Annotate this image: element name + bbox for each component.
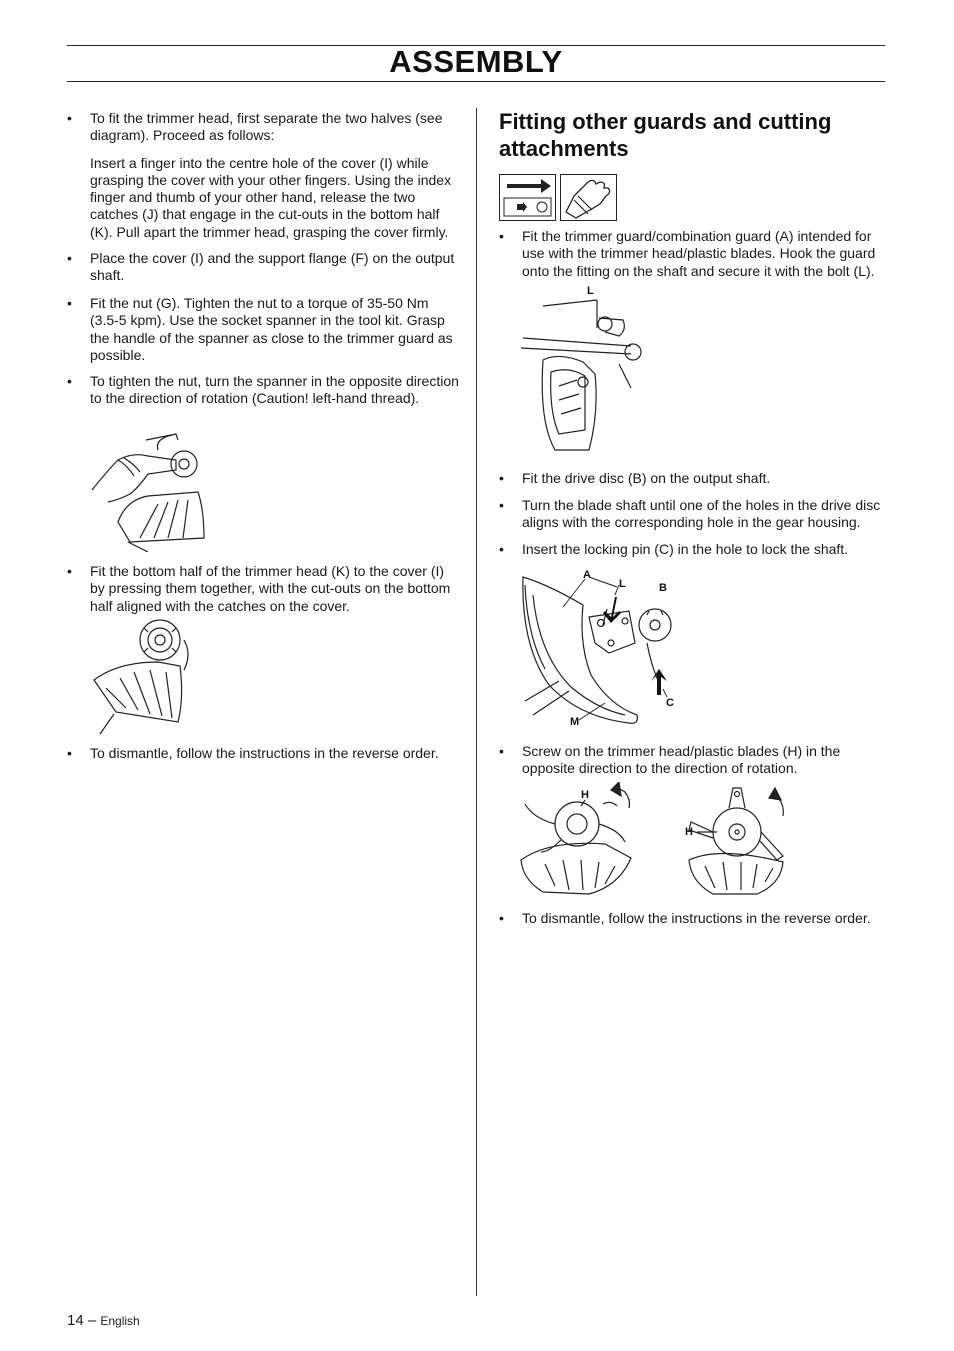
trimmer-head-fitting-illustration [88, 618, 203, 736]
list-item: • To dismantle, follow the instructions in the reverse order. [499, 910, 871, 926]
title-underline [67, 81, 885, 82]
label-b: B [659, 582, 667, 594]
list-item: • To dismantle, follow the instructions in the reverse order. [67, 745, 439, 761]
label-m: M [570, 716, 580, 728]
protective-glove-icon [560, 174, 617, 221]
label-c: C [666, 697, 674, 709]
list-item: • Fit the bottom half of the trimmer head (K) to the cover (I) by pressing them together, with the cut-outs on the bottom half aligned with the catches on the cover. [67, 563, 451, 614]
label-l: L [587, 285, 594, 297]
list-item: • Insert the locking pin (C) in the hole to lock the shaft. [499, 541, 849, 557]
drive-disc-locking-pin-illustration [519, 565, 689, 730]
label-h-right: H [685, 826, 693, 838]
spanner-tightening-illustration [88, 430, 213, 552]
page-number: 14 – [67, 1312, 97, 1329]
section-heading: Fitting other guards and cutting attachments [499, 109, 832, 161]
list-item: • Fit the trimmer guard/combination guard (A) intended for use with the trimmer head/plastic blades. Hook the guard onto the fitting on the shaft and secure it with the bolt (L). [499, 228, 876, 279]
column-divider [476, 108, 477, 1296]
list-item: • Fit the drive disc (B) on the output shaft. [499, 470, 771, 486]
page-footer [67, 1312, 140, 1329]
page-title: ASSEMBLY [389, 44, 563, 79]
list-item: • Screw on the trimmer head/plastic blades (H) in the opposite direction to the direction of rotation. [499, 743, 841, 777]
trimmer-head-blades-illustration [519, 782, 789, 900]
footer-language: English [100, 1314, 140, 1328]
label-l-2: L [619, 578, 626, 590]
label-h-left: H [581, 789, 589, 801]
label-a: A [583, 569, 591, 581]
sub-paragraph: Insert a finger into the centre hole of the cover (I) while grasping the cover with your other fingers. Using the index finger and thumb of your other hand, release the two catches (J) that engage in the cut-outs in the bottom half (K). Pull apart the trimmer head, grasping the cover firmly. [90, 154, 452, 240]
list-item: • To tighten the nut, turn the spanner in the opposite direction to the direction of rotation (Caution! left-hand thread). [67, 373, 459, 407]
list-item: • Fit the nut (G). Tighten the nut to a torque of 35-50 Nm (3.5-5 kpm). Use the socket spanner in the tool kit. Grasp the handle of the spanner as close to the trimmer guard as possible. [67, 295, 453, 363]
trimmer-guard-illustration [519, 282, 644, 458]
list-item: • Turn the blade shaft until one of the holes in the drive disc aligns with the corresponding hole in the gear housing. [499, 497, 881, 531]
arrow-tool-icon [499, 174, 556, 221]
list-item: • To fit the trimmer head, first separate the two halves (see diagram). Proceed as follows: Insert a finger into the centre hole of the cover (I) while grasping the cover with your other fingers. Using the index finger and thumb of your other hand, release the two catches (J) that engage in the cut-outs in the bottom half (K). Pull apart the trimmer head, grasping the cover firmly. [67, 110, 459, 241]
list-item: • Place the cover (I) and the support flange (F) on the output shaft. [67, 250, 455, 284]
